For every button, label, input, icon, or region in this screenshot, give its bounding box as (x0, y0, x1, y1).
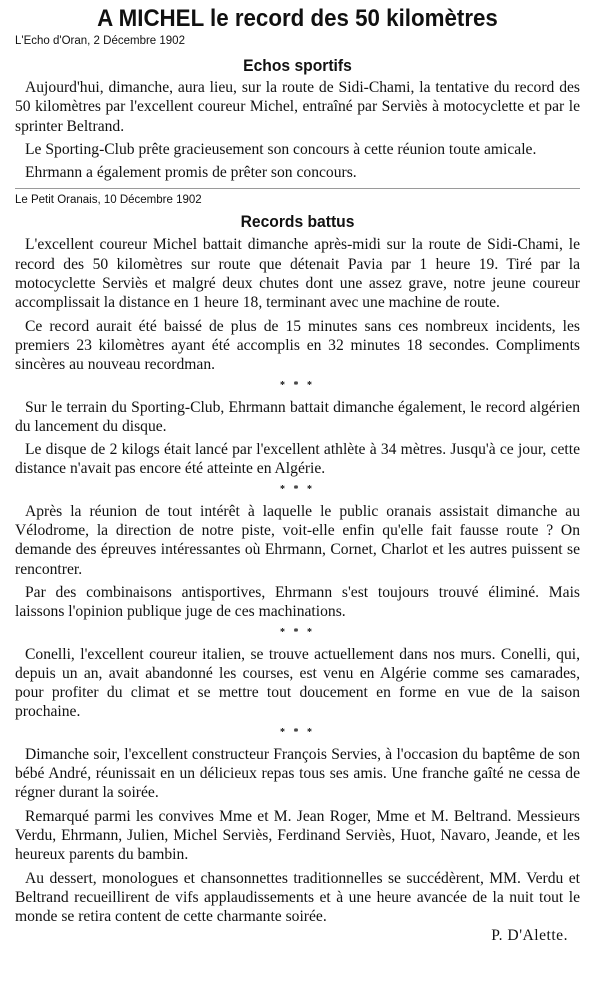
stars-separator: * * * (280, 483, 315, 495)
paragraph: Aujourd'hui, dimanche, aura lieu, sur la route de Sidi-Chami, la tentative du record des 50 kilomètres par l'excellent coureur Michel, entraîné par Serviès à motocyclette et par le sprinter Beltrand. (15, 79, 580, 135)
stars-separator: * * * (280, 379, 315, 391)
paragraph: Le disque de 2 kilogs était lancé par l'excellent athlète à 34 mètres. Jusqu'à ce jour, cette distance n'avait pas encore été atteinte en Algérie. (15, 441, 580, 478)
paragraph: Dimanche soir, l'excellent constructeur François Servies, à l'occasion du baptême de son bébé André, réunissait en un délicieux repas tous ses amis. Une franche gaîté ne cessa de régner durant la soirée. (15, 745, 580, 802)
stars-separator: * * * (280, 626, 315, 638)
paragraph: Ehrmann a également promis de prêter son concours. (25, 164, 357, 182)
paragraph: Conelli, l'excellent coureur italien, se trouve actuellement dans nos murs. Conelli, qui, depuis un an, avait abandonné les courses, est venu en Algérie comme ses camarades, pour profiter du climat et se mettre tout doucement en forme en vue de la saison prochaine. (15, 645, 580, 721)
paragraph: Sur le terrain du Sporting-Club, Ehrmann battait dimanche également, le record algérien du lancement du disque. (15, 398, 580, 435)
article-title: A MICHEL le record des 50 kilomètres (97, 5, 498, 32)
paragraph: Au dessert, monologues et chansonnettes traditionnelles se succédèrent, MM. Verdu et Beltrand recueillirent de vifs applaudissements et à une heure avancée de la nuit tout le monde se retira content de cette charmante soirée. (15, 869, 580, 926)
stars-separator: * * * (280, 726, 315, 738)
signature: P. D'Alette. (491, 927, 568, 945)
section-heading: Records battus (240, 212, 355, 232)
source-line: L'Echo d'Oran, 2 Décembre 1902 (15, 35, 185, 47)
source-line: Le Petit Oranais, 10 Décembre 1902 (15, 194, 202, 207)
paragraph: Par des combinaisons antisportives, Ehrmann s'est toujours trouvé éliminé. Mais laissons l'opinion publique juge de ces machinations. (15, 583, 580, 621)
paragraph: Ce record aurait été baissé de plus de 15 minutes sans ces nombreux incidents, les premiers 23 kilomètres ayant été accomplis en 32 minutes 18 secondes. Compliments sincères au nouveau recordman. (15, 317, 580, 374)
paragraph: Remarqué parmi les convives Mme et M. Jean Roger, Mme et M. Beltrand. Messieurs Verdu, Ehrmann, Julien, Michel Serviès, Ferdinand Serviès, Huot, Navaro, Jeande, et les heureux parents du bambin. (15, 807, 580, 864)
paragraph: Après la réunion de tout intérêt à laquelle le public oranais assistait dimanche au Vélodrome, la direction de notre piste, voit-elle enfin qu'elle fait fausse route ? On demande des épreuves intéressantes où Ehrmann, Cornet, Charlot et les autres puissent se rencontrer. (15, 502, 580, 578)
paragraph: Le Sporting-Club prête gracieusement son concours à cette réunion toute amicale. (25, 140, 537, 158)
paragraph: L'excellent coureur Michel battait dimanche après-midi sur la route de Sidi-Chami, le record des 50 kilomètres sur route que détenait Pavia par 1 heure 19. Tiré par la motocyclette Serviès et malgré deux chutes dont une assez grave, notre jeune coureur accomplissait la distance en 1 heure 18, terminant avec une machine de route. (15, 236, 580, 312)
section-divider (15, 188, 580, 189)
section-heading: Echos sportifs (243, 56, 352, 75)
